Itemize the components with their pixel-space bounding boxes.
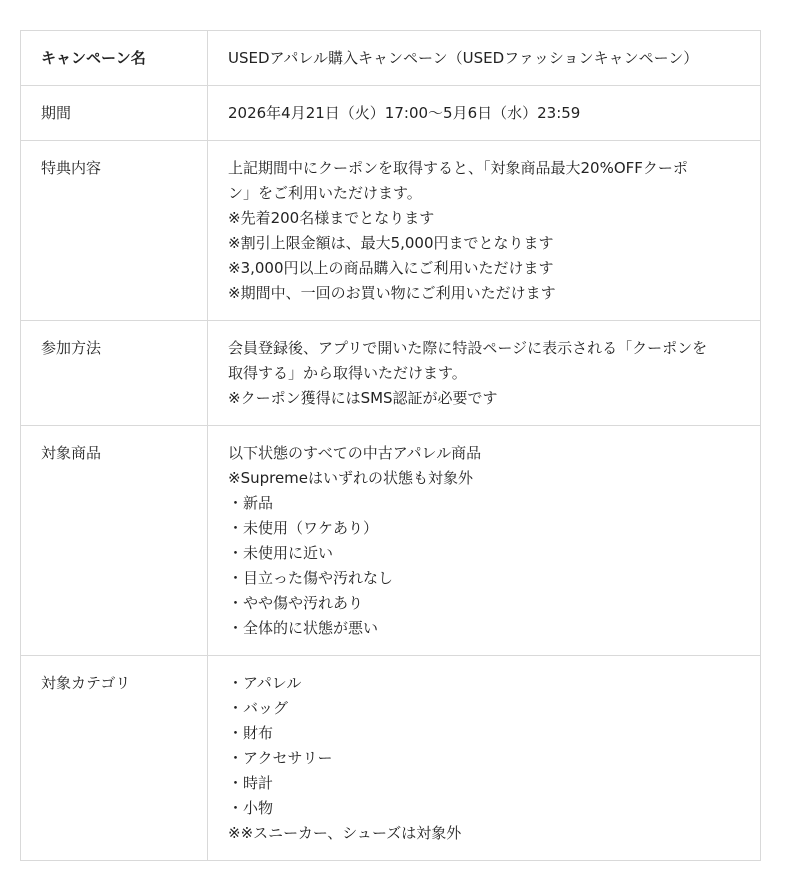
- row-label-benefit: 特典内容: [41, 159, 102, 177]
- value-cell: [208, 321, 761, 426]
- value-cell: [208, 426, 761, 656]
- condition-list-item: ・全体的に状態が悪い: [228, 619, 379, 637]
- value-cell: [208, 656, 761, 861]
- campaign-name-text: USEDアパレル購入キャンペーン（USEDファッションキャンペーン）: [228, 49, 699, 67]
- label-cell: [21, 141, 208, 321]
- row-label-campaign-name: キャンペーン名: [41, 49, 146, 67]
- category-list-item: ・時計: [228, 774, 274, 792]
- table-row-period: [21, 86, 761, 141]
- method-line: 会員登録後、アプリで開いた際に特設ページに表示される「クーポンを: [228, 339, 708, 357]
- category-list-item: ・バッグ: [228, 699, 289, 717]
- category-note: ※※スニーカー、シューズは対象外: [228, 824, 462, 842]
- benefit-note: ※期間中、一回のお買い物にご利用いただけます: [228, 284, 556, 302]
- table-row-campaign-name: [21, 31, 761, 86]
- category-list-item: ・アクセサリー: [228, 749, 333, 767]
- row-label-period: 期間: [41, 104, 72, 122]
- items-line: 以下状態のすべての中古アパレル商品: [228, 444, 482, 462]
- label-cell: [21, 86, 208, 141]
- table-row-participation-method: [21, 321, 761, 426]
- benefit-note: ※先着200名様までとなります: [228, 209, 435, 227]
- row-label-target-categories: 対象カテゴリ: [41, 674, 131, 692]
- benefit-note: ※割引上限金額は、最大5,000円までとなります: [228, 234, 554, 252]
- label-cell: [21, 321, 208, 426]
- items-note: ※Supremeはいずれの状態も対象外: [228, 469, 474, 487]
- condition-list-item: ・未使用（ワケあり）: [228, 519, 379, 537]
- table-row-benefit: [21, 141, 761, 321]
- benefit-line: ン」をご利用いただけます。: [228, 184, 422, 202]
- label-cell: [21, 31, 208, 86]
- value-cell: [208, 31, 761, 86]
- condition-list-item: ・やや傷や汚れあり: [228, 594, 364, 612]
- category-list-item: ・小物: [228, 799, 274, 817]
- label-cell: [21, 426, 208, 656]
- benefit-note: ※3,000円以上の商品購入にご利用いただけます: [228, 259, 554, 277]
- method-line: 取得する」から取得いただけます。: [228, 364, 467, 382]
- category-list-item: ・財布: [228, 724, 274, 742]
- label-cell: [21, 656, 208, 861]
- value-cell: [208, 86, 761, 141]
- table-row-target-categories: [21, 656, 761, 861]
- row-label-target-items: 対象商品: [41, 444, 102, 462]
- value-cell: [208, 141, 761, 321]
- method-note: ※クーポン獲得にはSMS認証が必要です: [228, 389, 498, 407]
- condition-list-item: ・新品: [228, 494, 274, 512]
- period-text: 2026年4月21日（火）17:00〜5月6日（水）23:59: [228, 104, 581, 122]
- table-row-target-items: [21, 426, 761, 656]
- row-label-participation-method: 参加方法: [41, 339, 102, 357]
- category-list-item: ・アパレル: [228, 674, 302, 692]
- condition-list-item: ・未使用に近い: [228, 544, 334, 562]
- benefit-line: 上記期間中にクーポンを取得すると、「対象商品最大20%OFFクーポ: [228, 159, 688, 177]
- condition-list-item: ・目立った傷や汚れなし: [228, 569, 394, 587]
- campaign-info-table: [20, 30, 761, 861]
